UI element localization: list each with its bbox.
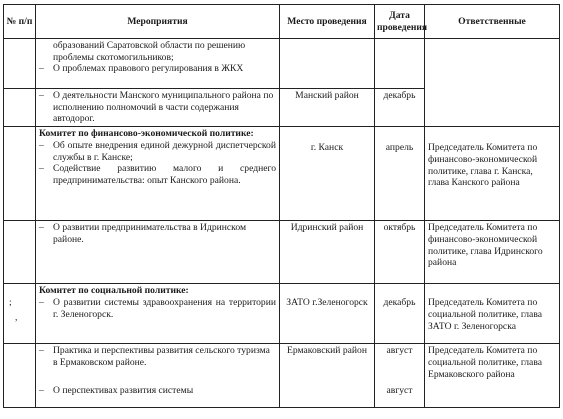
cell-date: [375, 344, 425, 408]
table-row: [4, 344, 560, 408]
date-text: август: [386, 345, 413, 357]
event-continuation-text: образований Саратовской области по решению проблемы скотомогильников;: [53, 40, 246, 63]
event-item-text: О перспективах развития системы: [53, 384, 194, 396]
events-table: [3, 4, 560, 408]
event-item-text: О деятельности Манского муниципального района по исполнению полномочий в части содержания автодорог.: [53, 90, 274, 125]
event-item-text: Об опыте внедрения единой дежурной диспетчерской службы в г. Канске;: [53, 139, 276, 163]
event-item: [39, 63, 276, 75]
cell-place: [280, 127, 375, 221]
table-row: [4, 39, 560, 89]
cell-responsible: [425, 127, 560, 221]
cell-num: [4, 89, 36, 127]
event-item: [39, 385, 276, 397]
cell-num: [4, 284, 36, 344]
cell-event: [36, 127, 280, 221]
cell-responsible: [425, 344, 560, 408]
table-row: [4, 127, 560, 221]
place-text: ЗАТО г.Зеленогорск: [286, 297, 368, 309]
event-item-text: О развитии системы здравоохранения на территории г. Зеленогорск.: [53, 296, 276, 320]
cell-place: Ермаковский район: [280, 344, 375, 408]
dash-marker: –: [39, 90, 44, 101]
responsible-text: Председатель Комитета по финансово-экономической политике, глава Идринского района: [428, 222, 543, 269]
dash-marker: –: [39, 163, 44, 175]
header-num: № п/п: [4, 5, 36, 39]
dash-marker: –: [39, 345, 44, 357]
cell-place: [280, 284, 375, 344]
responsible-text: Председатель Комитета по социальной политике, глава Ермаковского района: [428, 345, 542, 380]
event-item: [39, 140, 276, 163]
date-text: август: [386, 384, 413, 396]
cell-event: [36, 284, 280, 344]
cell-date: [375, 127, 425, 221]
dash-marker: –: [39, 384, 44, 396]
cell-num: [4, 127, 36, 221]
cell-num: [4, 39, 36, 89]
cell-date: декабрь: [375, 89, 425, 127]
date-text: апрель: [385, 142, 414, 154]
section-title: Комитет по социальной политике:: [39, 285, 189, 297]
header-event: Мероприятия: [36, 5, 280, 39]
table-row: [4, 221, 560, 284]
table-header-row: [4, 5, 560, 39]
cell-date: [375, 284, 425, 344]
cell-num: [4, 221, 36, 284]
event-item: [39, 297, 276, 320]
responsible-text: Председатель Комитета по финансово-экономической политике, глава г. Канска, глава Канского района: [428, 142, 538, 189]
dash-marker: –: [39, 139, 44, 151]
cell-date: октябрь: [375, 221, 425, 284]
date-text: декабрь: [383, 297, 416, 309]
cell-event: [36, 221, 280, 284]
event-item-text: О проблемах правового регулирования в ЖКХ: [53, 63, 244, 75]
event-item-text: Содействие развитию малого и среднего предпринимательства: опыт Канского района.: [53, 163, 276, 186]
dash-marker: –: [39, 222, 44, 234]
section-title: Комитет по финансово-экономической политике:: [39, 128, 254, 140]
cell-event: [36, 89, 280, 127]
event-item: [39, 90, 276, 125]
place-text: г. Канск: [310, 142, 344, 154]
cell-place: Идринский район: [280, 221, 375, 284]
header-place: Место проведения: [280, 5, 375, 39]
table-row: [4, 284, 560, 344]
dash-marker: –: [39, 63, 44, 75]
cell-num: [4, 344, 36, 408]
event-item: [39, 163, 276, 186]
event-item: [39, 222, 276, 245]
cell-responsible: [425, 221, 560, 284]
responsible-text: Председатель Комитета по социальной политике, глава ЗАТО г. Зеленогорска: [428, 297, 542, 332]
cell-place: Манский район: [280, 89, 375, 127]
cell-place: [280, 39, 375, 89]
event-item-text: О развитии предпринимательства в Идринском районе.: [53, 222, 247, 245]
dash-marker: –: [39, 296, 44, 308]
cell-responsible: [425, 284, 560, 344]
event-item-text: Практика и перспективы развития сельского туризма в Ермаковском районе.: [53, 345, 270, 368]
event-item: [39, 345, 276, 368]
cell-responsible: [425, 39, 560, 127]
header-responsible: Ответственные: [425, 5, 560, 39]
header-date: Дата проведения: [375, 5, 425, 39]
num-mark: ,: [15, 312, 18, 324]
cell-event: [36, 344, 280, 408]
cell-event: [36, 39, 280, 89]
num-mark: ;: [9, 297, 12, 309]
cell-date: [375, 39, 425, 89]
